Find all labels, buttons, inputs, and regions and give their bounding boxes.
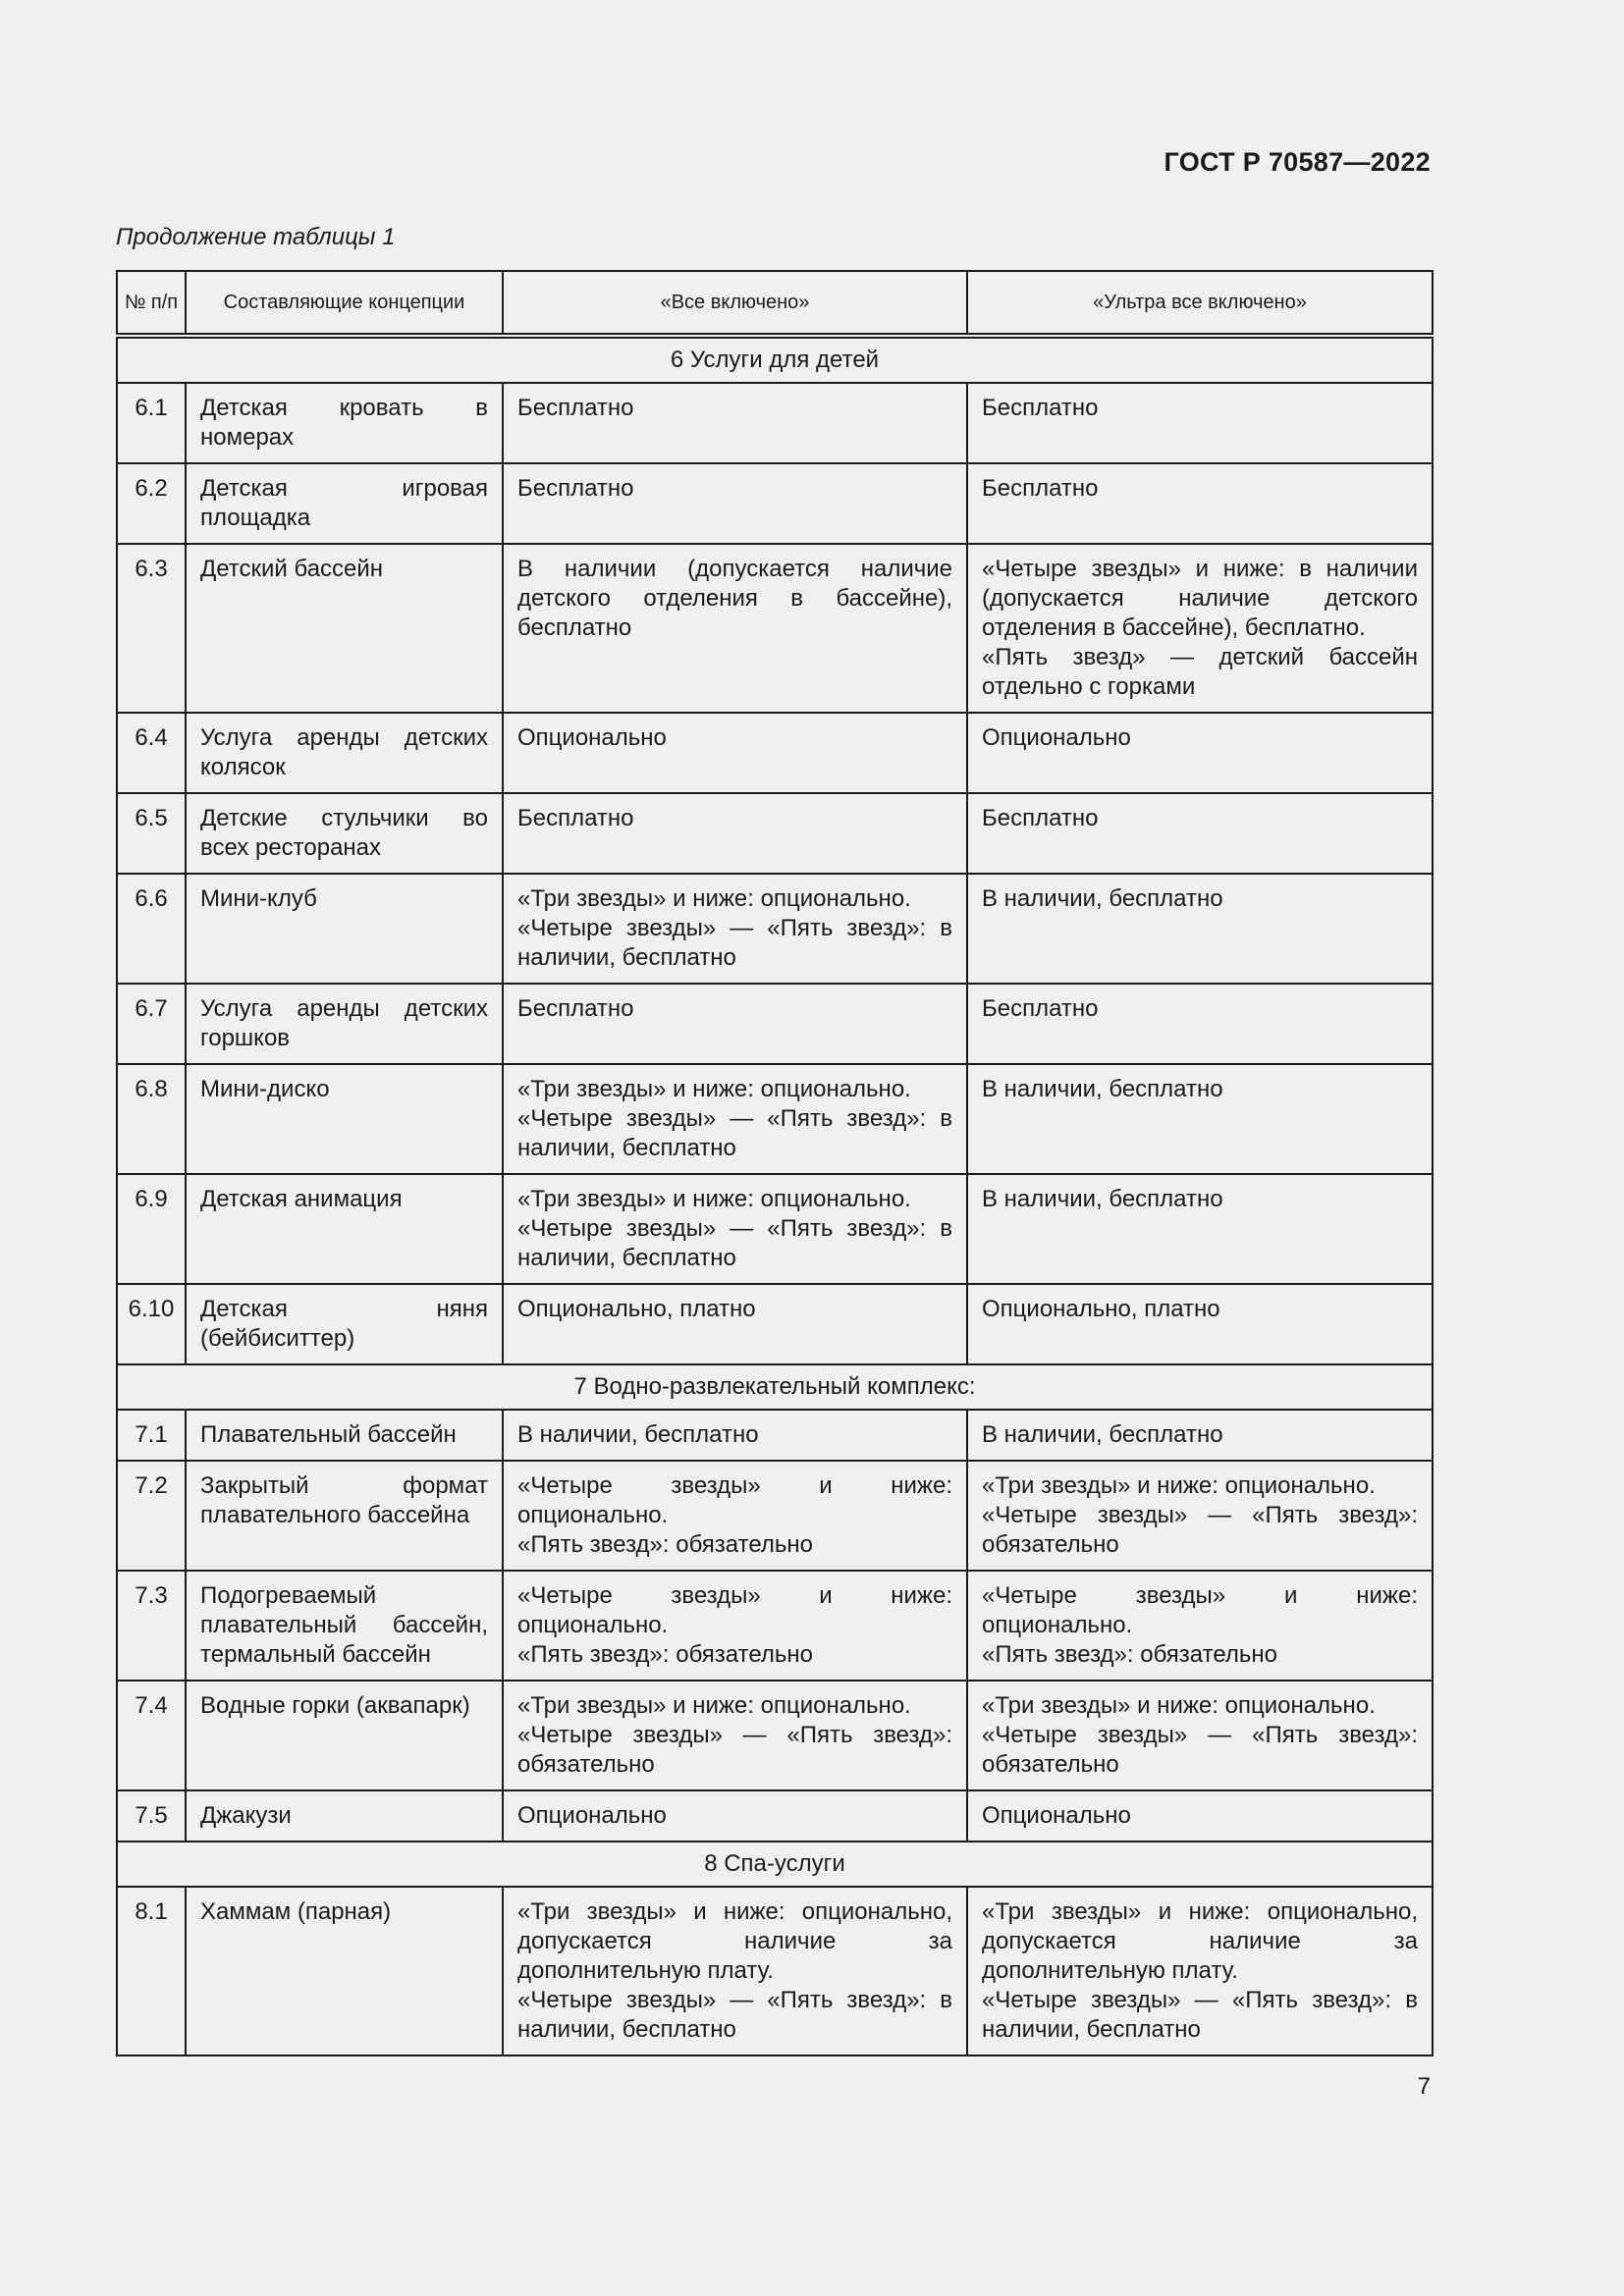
table-caption: Продолжение таблицы 1	[116, 224, 396, 250]
cell-line: «Пять звезд»: обязательно	[982, 1641, 1277, 1668]
all-inclusive-cell	[503, 1681, 967, 1790]
table-row	[117, 1681, 1433, 1790]
cell-line: В наличии (допускается наличие детского отделения в бассейне), бесплатно	[517, 556, 952, 641]
table-row	[117, 544, 1433, 713]
row-number: 6.6	[117, 874, 186, 984]
cell-line: «Четыре звезды» и ниже: в наличии (допускается наличие детского отделения в бассейне), бесплатно.	[982, 556, 1418, 641]
component-name: Джакузи	[186, 1790, 503, 1842]
section-title: 6 Услуги для детей	[117, 336, 1433, 383]
cell-line: «Четыре звезды» — «Пять звезд»: в наличии, бесплатно	[517, 1987, 952, 2043]
row-number: 7.4	[117, 1681, 186, 1790]
cell-line: «Пять звезд» — детский бассейн отдельно с горками	[982, 644, 1418, 700]
cell-line: Бесплатно	[982, 475, 1099, 502]
col-header-component: Составляющие концепции	[186, 271, 503, 336]
ultra-all-inclusive-cell	[967, 874, 1433, 984]
cell-line: «Четыре звезды» и ниже: опционально.	[982, 1582, 1418, 1638]
row-number: 6.3	[117, 544, 186, 713]
all-inclusive-cell	[503, 984, 967, 1064]
ultra-all-inclusive-cell	[967, 1571, 1433, 1681]
cell-line: В наличии, бесплатно	[982, 1421, 1223, 1448]
cell-line: «Три звезды» и ниже: опционально, допускается наличие за дополнительную плату.	[517, 1898, 952, 1984]
cell-line: В наличии, бесплатно	[982, 1186, 1223, 1212]
cell-line: В наличии, бесплатно	[982, 885, 1223, 912]
component-name: Хаммам (парная)	[186, 1887, 503, 2056]
cell-line: Бесплатно	[982, 995, 1099, 1022]
all-inclusive-cell	[503, 1064, 967, 1174]
table-row	[117, 984, 1433, 1064]
row-number: 7.1	[117, 1410, 186, 1461]
cell-line: «Четыре звезды» — «Пять звезд»: в наличии, бесплатно	[517, 1215, 952, 1271]
table-header	[117, 271, 1433, 336]
row-number: 6.5	[117, 793, 186, 874]
ultra-all-inclusive-cell	[967, 1284, 1433, 1364]
table-row	[117, 874, 1433, 984]
cell-line: «Четыре звезды» и ниже: опционально.	[517, 1582, 952, 1638]
component-name: Детская няня (бейбиситтер)	[186, 1284, 503, 1364]
table-row	[117, 1790, 1433, 1842]
table-row	[117, 793, 1433, 874]
cell-line: «Четыре звезды» — «Пять звезд»: в наличии, бесплатно	[517, 915, 952, 971]
cell-line: «Пять звезд»: обязательно	[517, 1531, 813, 1558]
table-row	[117, 713, 1433, 793]
all-inclusive-cell	[503, 713, 967, 793]
all-inclusive-cell	[503, 463, 967, 544]
cell-line: Опционально, платно	[517, 1296, 756, 1322]
row-number: 6.7	[117, 984, 186, 1064]
component-name: Детская игровая площадка	[186, 463, 503, 544]
row-number: 7.2	[117, 1461, 186, 1571]
ultra-all-inclusive-cell	[967, 984, 1433, 1064]
cell-line: «Три звезды» и ниже: опционально, допускается наличие за дополнительную плату.	[982, 1898, 1418, 1984]
section-title: 7 Водно-развлекательный комплекс:	[117, 1364, 1433, 1410]
ultra-all-inclusive-cell	[967, 713, 1433, 793]
table-row	[117, 1571, 1433, 1681]
cell-line: Бесплатно	[982, 805, 1099, 831]
cell-line: «Четыре звезды» — «Пять звезд»: обязательно	[517, 1722, 952, 1778]
concept-table	[116, 270, 1434, 2056]
all-inclusive-cell	[503, 1284, 967, 1364]
cell-line: Бесплатно	[517, 475, 634, 502]
component-name: Водные горки (аквапарк)	[186, 1681, 503, 1790]
row-number: 6.10	[117, 1284, 186, 1364]
table-row	[117, 1410, 1433, 1461]
component-name: Мини-диско	[186, 1064, 503, 1174]
all-inclusive-cell	[503, 1410, 967, 1461]
cell-line: «Четыре звезды» — «Пять звезд»: в наличии, бесплатно	[982, 1987, 1418, 2043]
cell-line: Бесплатно	[517, 395, 634, 421]
table-row	[117, 1064, 1433, 1174]
ultra-all-inclusive-cell	[967, 383, 1433, 463]
cell-line: «Три звезды» и ниже: опционально.	[517, 885, 911, 912]
cell-line: «Три звезды» и ниже: опционально.	[982, 1472, 1376, 1499]
row-number: 6.4	[117, 713, 186, 793]
ultra-all-inclusive-cell	[967, 1790, 1433, 1842]
section-row	[117, 1364, 1433, 1410]
section-title: 8 Спа-услуги	[117, 1842, 1433, 1887]
cell-line: Бесплатно	[517, 995, 634, 1022]
col-header-num: № п/п	[117, 271, 186, 336]
all-inclusive-cell	[503, 383, 967, 463]
table-row	[117, 383, 1433, 463]
ultra-all-inclusive-cell	[967, 544, 1433, 713]
cell-line: Бесплатно	[517, 805, 634, 831]
all-inclusive-cell	[503, 1790, 967, 1842]
all-inclusive-cell	[503, 793, 967, 874]
cell-line: «Три звезды» и ниже: опционально.	[982, 1692, 1376, 1719]
table-row	[117, 463, 1433, 544]
cell-line: «Четыре звезды» — «Пять звезд»: в наличии, бесплатно	[517, 1105, 952, 1161]
col-header-ultra-all-inclusive: «Ультра все включено»	[967, 271, 1433, 336]
table-row	[117, 1284, 1433, 1364]
component-name: Детская кровать в номерах	[186, 383, 503, 463]
cell-line: «Пять звезд»: обязательно	[517, 1641, 813, 1668]
component-name: Детская анимация	[186, 1174, 503, 1284]
ultra-all-inclusive-cell	[967, 1461, 1433, 1571]
cell-line: «Четыре звезды» и ниже: опционально.	[517, 1472, 952, 1528]
row-number: 6.9	[117, 1174, 186, 1284]
cell-line: «Четыре звезды» — «Пять звезд»: обязательно	[982, 1722, 1418, 1778]
component-name: Плавательный бассейн	[186, 1410, 503, 1461]
page-number: 7	[1417, 2073, 1431, 2100]
cell-line: Опционально	[982, 724, 1131, 751]
row-number: 8.1	[117, 1887, 186, 2056]
standard-code: ГОСТ Р 70587—2022	[1164, 147, 1431, 177]
cell-line: Опционально, платно	[982, 1296, 1220, 1322]
cell-line: «Три звезды» и ниже: опционально.	[517, 1692, 911, 1719]
all-inclusive-cell	[503, 544, 967, 713]
row-number: 6.1	[117, 383, 186, 463]
row-number: 7.5	[117, 1790, 186, 1842]
ultra-all-inclusive-cell	[967, 1410, 1433, 1461]
cell-line: Опционально	[517, 724, 667, 751]
all-inclusive-cell	[503, 874, 967, 984]
table-row	[117, 1174, 1433, 1284]
ultra-all-inclusive-cell	[967, 1174, 1433, 1284]
component-name: Детские стульчики во всех ресторанах	[186, 793, 503, 874]
all-inclusive-cell	[503, 1174, 967, 1284]
component-name: Закрытый формат плавательного бассейна	[186, 1461, 503, 1571]
cell-line: «Три звезды» и ниже: опционально.	[517, 1186, 911, 1212]
ultra-all-inclusive-cell	[967, 1887, 1433, 2056]
component-name: Услуга аренды детских горшков	[186, 984, 503, 1064]
ultra-all-inclusive-cell	[967, 1064, 1433, 1174]
component-name: Мини-клуб	[186, 874, 503, 984]
ultra-all-inclusive-cell	[967, 793, 1433, 874]
table-row	[117, 1461, 1433, 1571]
cell-line: Опционально	[517, 1802, 667, 1829]
cell-line: «Четыре звезды» — «Пять звезд»: обязательно	[982, 1502, 1418, 1558]
all-inclusive-cell	[503, 1571, 967, 1681]
table-row	[117, 1887, 1433, 2056]
section-row	[117, 336, 1433, 383]
col-header-all-inclusive: «Все включено»	[503, 271, 967, 336]
section-row	[117, 1842, 1433, 1887]
table-body	[117, 336, 1433, 2056]
all-inclusive-cell	[503, 1887, 967, 2056]
component-name: Услуга аренды детских колясок	[186, 713, 503, 793]
row-number: 7.3	[117, 1571, 186, 1681]
component-name: Детский бассейн	[186, 544, 503, 713]
cell-line: Бесплатно	[982, 395, 1099, 421]
cell-line: В наличии, бесплатно	[517, 1421, 759, 1448]
component-name: Подогреваемый плавательный бассейн, термальный бассейн	[186, 1571, 503, 1681]
ultra-all-inclusive-cell	[967, 463, 1433, 544]
ultra-all-inclusive-cell	[967, 1681, 1433, 1790]
cell-line: Опционально	[982, 1802, 1131, 1829]
cell-line: В наличии, бесплатно	[982, 1076, 1223, 1102]
all-inclusive-cell	[503, 1461, 967, 1571]
row-number: 6.2	[117, 463, 186, 544]
cell-line: «Три звезды» и ниже: опционально.	[517, 1076, 911, 1102]
row-number: 6.8	[117, 1064, 186, 1174]
